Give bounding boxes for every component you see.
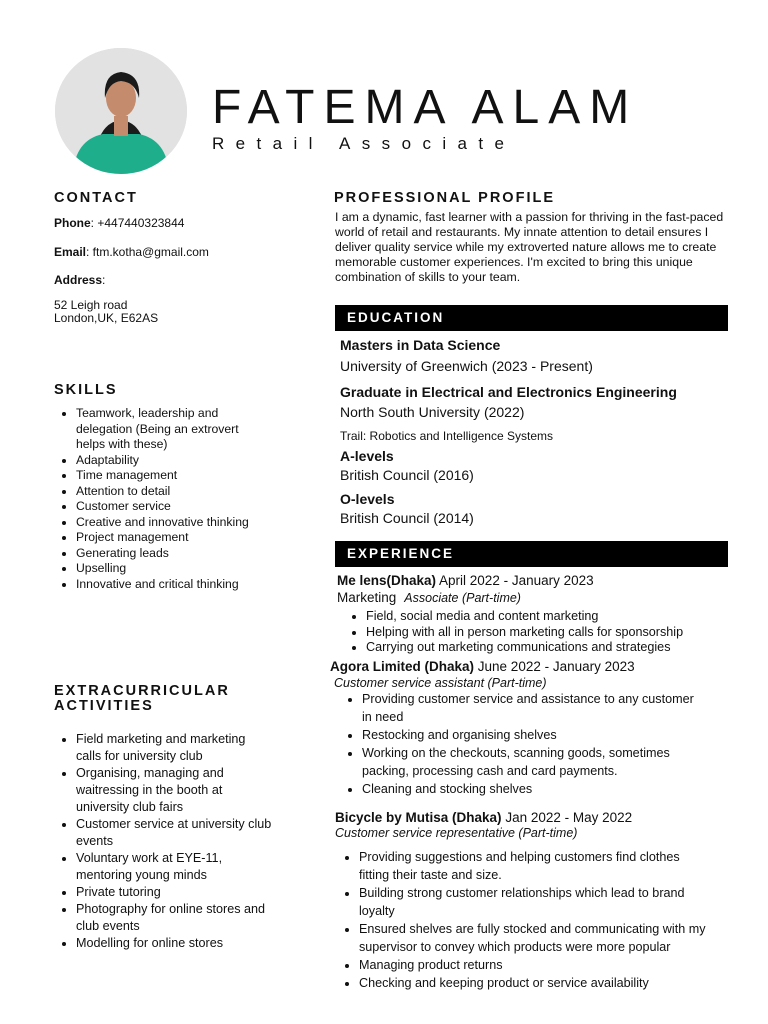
address-line2: London,UK, E62AS bbox=[54, 311, 159, 325]
contact-heading: CONTACT bbox=[54, 190, 138, 206]
job-bullets-container bbox=[340, 690, 698, 798]
list-item: • Teamwork, leadership and delegation (Being an extrovert helps with these) bbox=[76, 406, 254, 453]
profile-photo bbox=[55, 48, 187, 174]
list-item: • Project management bbox=[76, 530, 254, 546]
list-item: • Managing product returns bbox=[359, 956, 709, 974]
job-dates: Jan 2022 - May 2022 bbox=[501, 810, 633, 825]
job-dept: Marketing bbox=[337, 590, 397, 605]
list-item: • Field marketing and marketing calls for university club bbox=[76, 731, 272, 765]
list-item: • Field, social media and content marketing bbox=[366, 609, 734, 625]
list-item: • Customer service at university club events bbox=[76, 816, 272, 850]
list-item: • Creative and innovative thinking bbox=[76, 515, 254, 531]
job-header bbox=[330, 659, 635, 675]
edu-school: North South University (2022) bbox=[340, 404, 525, 420]
email-value: : ftm.kotha@gmail.com bbox=[86, 245, 209, 259]
address-label: Address bbox=[54, 273, 103, 287]
phone-label: Phone bbox=[54, 216, 91, 230]
skills-list bbox=[54, 406, 254, 592]
profile-text: I am a dynamic, fast learner with a passion for thriving in the fast-paced world of retail and restaurants. My innate attention to detail ensures I deliver quality service while my extroverted nature allows me to create memorable customer experiences. I'm excited to bring this unique combination of skills to your team. bbox=[335, 210, 724, 284]
job-role: Customer service assistant (Part-time) bbox=[334, 676, 547, 690]
list-item: • Carrying out marketing communications and strategies bbox=[366, 640, 734, 656]
job-bullets bbox=[337, 848, 709, 992]
list-item: • Generating leads bbox=[76, 546, 254, 562]
job-dates: April 2022 - January 2023 bbox=[436, 573, 594, 588]
edu-degree: Masters in Data Science bbox=[340, 337, 501, 353]
job-role-line bbox=[337, 589, 521, 607]
contact-email bbox=[54, 245, 209, 259]
contact-address-label bbox=[54, 273, 105, 287]
phone-value: : +447440323844 bbox=[90, 216, 185, 230]
list-item: • Providing customer service and assistance to any customer in need bbox=[362, 690, 698, 726]
job-role: Customer service representative (Part-time) bbox=[335, 826, 578, 840]
job-header bbox=[335, 810, 632, 826]
list-item: • Customer service bbox=[76, 499, 254, 515]
list-item: • Photography for online stores and club events bbox=[76, 901, 272, 935]
extracurricular-heading-line2: ACTIVITIES bbox=[54, 698, 154, 714]
job-title: Retail Associate bbox=[212, 134, 516, 153]
address-colon: : bbox=[102, 273, 106, 287]
edu-note: Trail: Robotics and Intelligence Systems bbox=[340, 429, 553, 443]
skills-heading: SKILLS bbox=[54, 382, 118, 398]
list-item: • Checking and keeping product or service availability bbox=[359, 974, 709, 992]
list-item: • Providing suggestions and helping customers find clothes fitting their taste and size. bbox=[359, 848, 709, 884]
list-item: • Time management bbox=[76, 468, 254, 484]
skills-list-container bbox=[54, 406, 254, 592]
edu-degree: O-levels bbox=[340, 491, 395, 507]
job-role: Associate (Part-time) bbox=[404, 591, 521, 605]
extracurricular-list-container bbox=[54, 731, 272, 952]
contact-phone bbox=[54, 216, 184, 230]
list-item: • Cleaning and stocking shelves bbox=[362, 780, 698, 798]
job-bullets-container bbox=[344, 609, 734, 656]
list-item: • Upselling bbox=[76, 561, 254, 577]
experience-heading: EXPERIENCE bbox=[335, 541, 728, 567]
list-item: • Private tutoring bbox=[76, 884, 272, 901]
list-item: • Ensured shelves are fully stocked and communicating with my supervisor to convey which products were more popular bbox=[359, 920, 709, 956]
email-label: Email bbox=[54, 245, 87, 259]
address-line1: 52 Leigh road bbox=[54, 298, 128, 312]
list-item: • Adaptability bbox=[76, 453, 254, 469]
company-name: Bicycle by Mutisa (Dhaka) bbox=[335, 810, 502, 825]
job-dates: June 2022 - January 2023 bbox=[474, 659, 635, 674]
extracurricular-list bbox=[54, 731, 272, 952]
list-item: • Helping with all in person marketing calls for sponsorship bbox=[366, 625, 734, 641]
company-name: Agora Limited (Dhaka) bbox=[330, 659, 475, 674]
list-item: • Voluntary work at EYE-11, mentoring young minds bbox=[76, 850, 272, 884]
edu-school: British Council (2014) bbox=[340, 510, 474, 526]
edu-school: University of Greenwich (2023 - Present) bbox=[340, 358, 593, 374]
job-bullets bbox=[344, 609, 734, 656]
edu-degree: Graduate in Electrical and Electronics Engineering bbox=[340, 384, 677, 400]
list-item: • Restocking and organising shelves bbox=[362, 726, 698, 744]
company-name: Me lens(Dhaka) bbox=[337, 573, 437, 588]
list-item: • Organising, managing and waitressing in the booth at university club fairs bbox=[76, 765, 272, 816]
job-bullets bbox=[340, 690, 698, 798]
edu-degree: A-levels bbox=[340, 448, 394, 464]
extracurricular-heading-line1: EXTRACURRICULAR bbox=[54, 683, 230, 699]
person-name: FATEMA ALAM bbox=[212, 81, 639, 134]
list-item: • Building strong customer relationships which lead to brand loyalty bbox=[359, 884, 709, 920]
job-header bbox=[337, 573, 594, 589]
list-item: • Modelling for online stores bbox=[76, 935, 272, 952]
edu-school: British Council (2016) bbox=[340, 467, 474, 483]
job-bullets-container bbox=[337, 848, 709, 992]
list-item: • Working on the checkouts, scanning goods, sometimes packing, processing cash and card payments. bbox=[362, 744, 698, 780]
education-heading: EDUCATION bbox=[335, 305, 728, 331]
profile-heading: PROFESSIONAL PROFILE bbox=[334, 190, 556, 206]
list-item: • Innovative and critical thinking bbox=[76, 577, 254, 593]
list-item: • Attention to detail bbox=[76, 484, 254, 500]
